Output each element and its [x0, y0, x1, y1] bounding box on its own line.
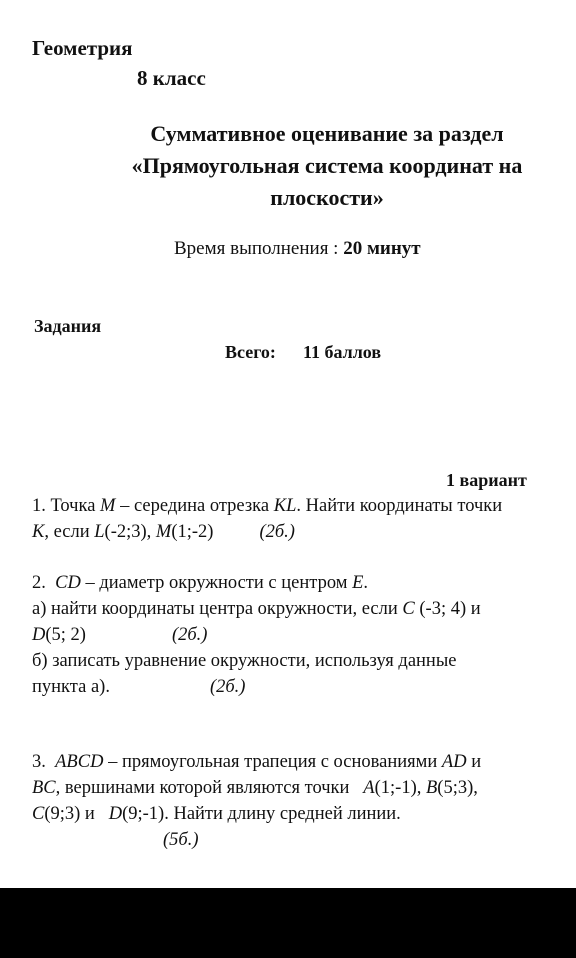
- title-line-1: Суммативное оценивание за раздел: [150, 121, 504, 146]
- task1-score: (2б.): [259, 522, 295, 542]
- task2-line-3: D(5; 2) (2б.): [32, 625, 208, 645]
- task2a-score: (2б.): [171, 625, 208, 645]
- task2b-score: (2б.): [209, 677, 246, 697]
- task3-score: (5б.): [163, 830, 199, 850]
- total-points: [225, 342, 381, 363]
- task2-line-4: б) записать уравнение окружности, используя данные: [32, 651, 457, 671]
- subject-heading: Геометрия: [32, 36, 133, 60]
- grade-heading: 8 класс: [137, 66, 206, 90]
- time-value: 20 минут: [343, 238, 421, 259]
- task1-line-1: 1. Точка M – середина отрезка KL. Найти координаты точки: [32, 496, 503, 516]
- time-label: Время выполнения :: [174, 238, 339, 259]
- variant-heading: 1 вариант: [446, 470, 527, 490]
- task2-line-2: а) найти координаты центра окружности, если C (-3; 4) и: [32, 599, 481, 619]
- title-line-2: «Прямоугольная система координат на: [131, 153, 523, 178]
- task3-line-3: C(9;3) и D(9;-1). Найти длину средней линии.: [32, 804, 401, 824]
- task2-line-1: 2. CD – диаметр окружности с центром E.: [32, 573, 368, 593]
- total-label: Всего:: [225, 342, 276, 362]
- time-limit: [174, 238, 421, 260]
- task3-line-1: 3. ABCD – прямоугольная трапеция с основаниями AD и: [32, 752, 482, 772]
- task3-line-2: BC, вершинами которой являются точки A(1;-1), B(5;3),: [32, 778, 478, 798]
- total-value: 11 баллов: [302, 342, 382, 362]
- tasks-heading: Задания: [34, 316, 102, 336]
- title-line-3: плоскости»: [270, 185, 384, 210]
- task2-line-5: пункта а). (2б.): [32, 677, 246, 697]
- task1-line-2: K, если L(-2;3), M(1;-2) (2б.): [32, 522, 295, 542]
